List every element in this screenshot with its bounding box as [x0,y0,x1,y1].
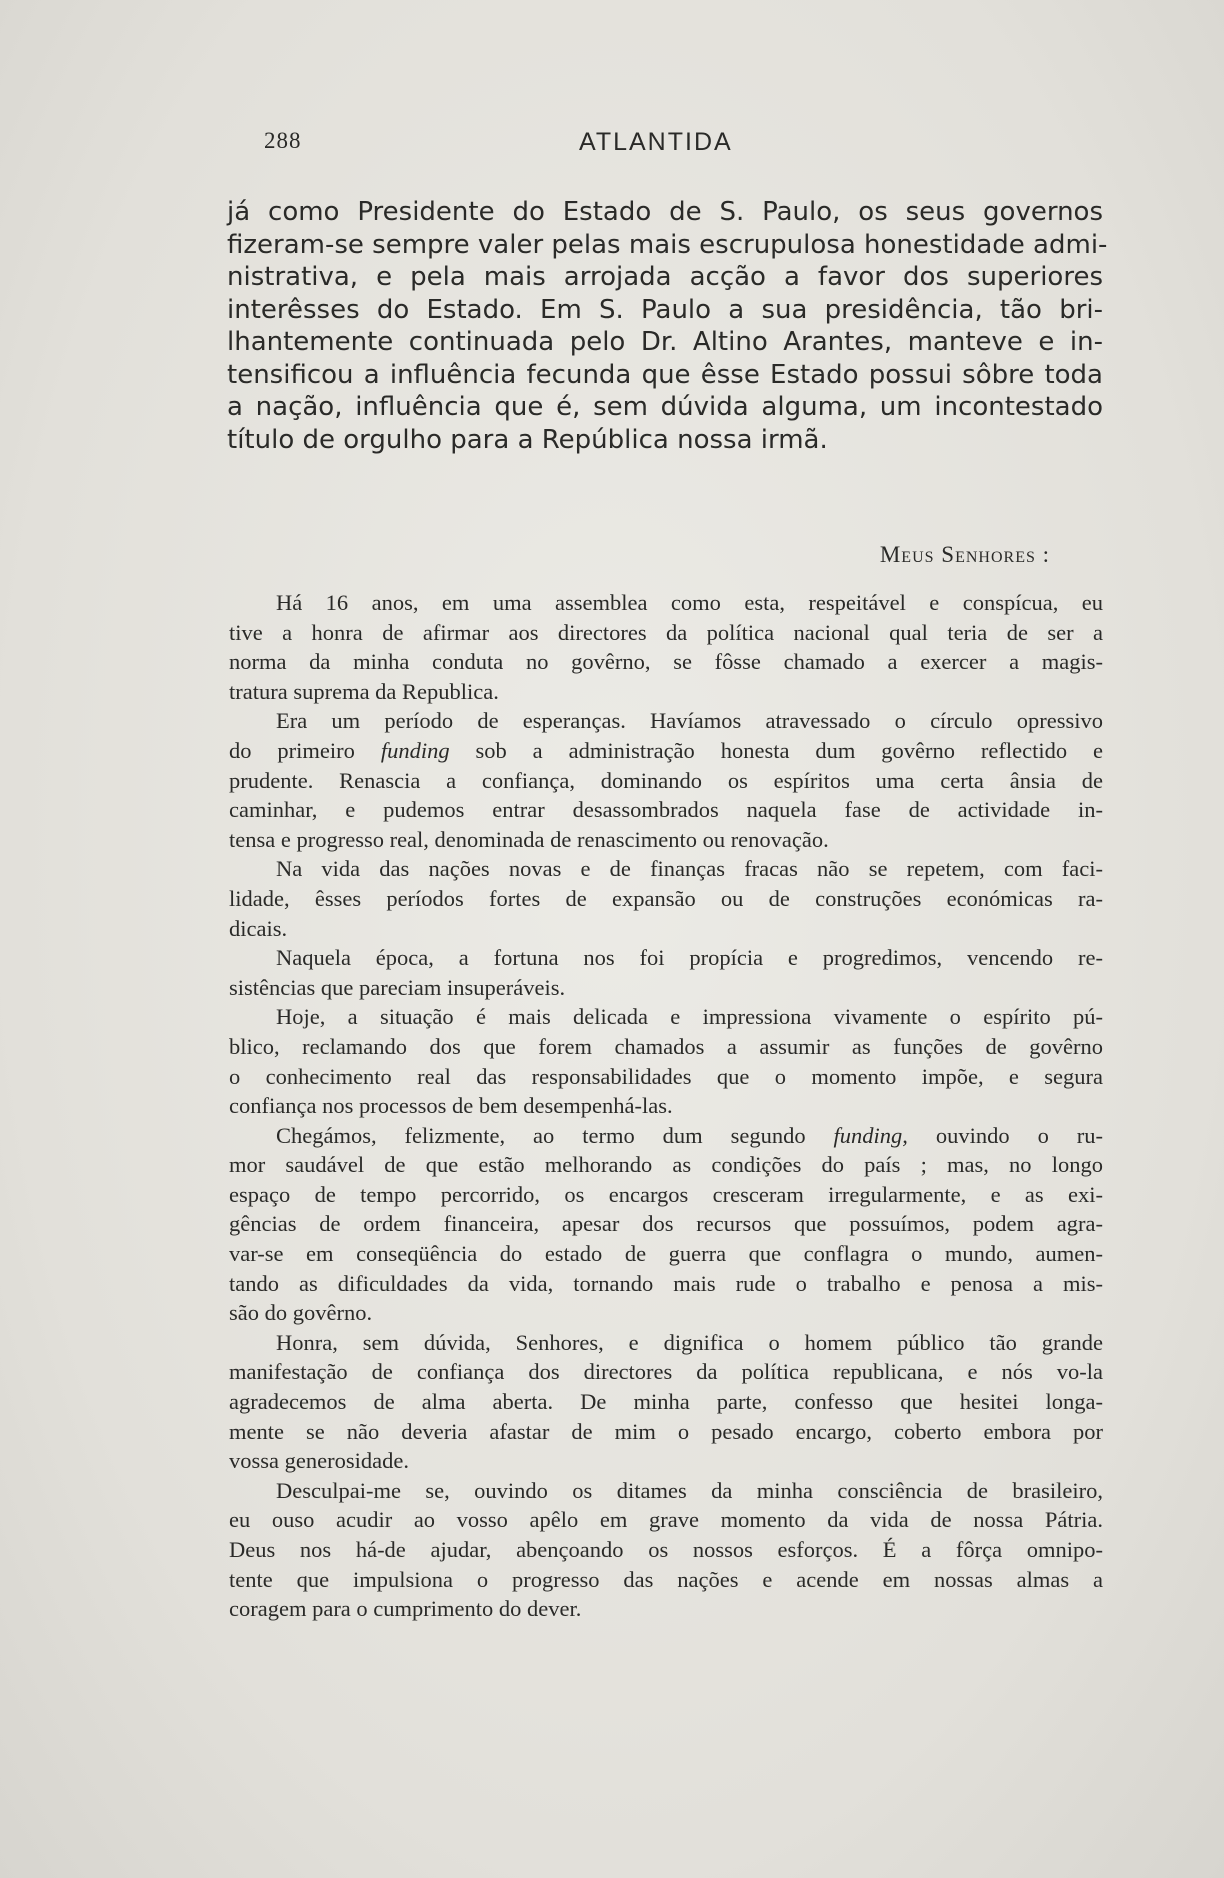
text-line [229,736,1103,766]
text-line: Honra, sem dúvida, Senhores, e dignifica o homem público tão grande [276,1329,1103,1355]
text-line: o conhecimento real das responsabilidades que o momento impõe, e segura [229,1063,1103,1089]
text-line: são do govêrno. [229,1300,373,1326]
text-segment: sob a administração honesta dum govêrno reflectido e [475,737,1104,763]
text-line: Era um período de esperanças. Havíamos atravessado o círculo opressivo [276,708,1103,734]
text-line: a nação, influência que é, sem dúvida alguma, um incontestado [227,392,1103,422]
salutation: Meus Senhores : [879,542,1050,567]
text-line: lidade, êsses períodos fortes de expansão ou de construções económicas ra- [229,885,1103,911]
text-line: Na vida das nações novas e de finanças fracas não se repetem, com faci- [276,856,1103,882]
text-line: espaço de tempo percorrido, os encargos cresceram irregularmente, e as exi- [229,1181,1103,1207]
italic-term: funding [380,737,450,763]
running-title: ATLANTIDA [579,128,733,156]
text-line: var-se em conseqüência do estado de guerra que conflagra o mundo, aumen- [229,1241,1103,1267]
text-line: Há 16 anos, em uma assemblea como esta, respeitável e conspícua, eu [276,590,1103,615]
text-line: prudente. Renascia a confiança, dominando os espíritos uma certa ânsia de [229,767,1103,793]
text-line: agradecemos de alma aberta. De minha parte, confesso que hesitei longa- [229,1389,1103,1415]
text-line: vossa generosidade. [229,1448,409,1474]
text-line: eu ouso acudir ao vosso apêlo em grave momento da vida de nossa Pátria. [229,1507,1103,1533]
text-line: tensa e progresso real, denominada de renascimento ou renovação. [229,826,829,852]
text-line: tensificou a influência fecunda que êsse Estado possui sôbre toda [227,359,1103,390]
text-segment: ouvindo o ru- [935,1122,1104,1148]
text-line: gências de ordem financeira, apesar dos recursos que possuímos, podem agra- [229,1211,1103,1237]
italic-term: funding, [833,1122,908,1148]
text-line: tando as dificuldades da vida, tornando mais rude o trabalho e penosa a mis- [229,1270,1103,1296]
text-line: blico, reclamando dos que forem chamados a assumir as funções de govêrno [229,1033,1103,1059]
speech-body [229,588,1103,1624]
text-line: coragem para o cumprimento do dever. [229,1596,582,1622]
text-line: dicais. [229,915,288,941]
text-line [229,1121,1103,1151]
text-line: Hoje, a situação é mais delicada e impressiona vivamente o espírito pú- [276,1004,1103,1030]
page-header [264,128,1094,158]
text-segment: Chegámos, felizmente, ao termo dum segundo [276,1122,806,1148]
text-segment: do primeiro [229,737,355,763]
text-line: norma da minha conduta no govêrno, se fôsse chamado a exercer a magis- [229,649,1103,675]
text-line: manifestação de confiança dos directores da política republicana, e nós vo-la [229,1359,1103,1385]
text-line: mor saudável de que estão melhorando as condições do país ; mas, no longo [229,1152,1103,1178]
text-line: fizeram-se sempre valer pelas mais escrupulosa honestidade admi- [227,229,1108,260]
text-line: caminhar, e pudemos entrar desassombrados naquela fase de actividade in- [229,797,1103,823]
text-line: tente que impulsiona o progresso das nações e acende em nossas almas a [229,1566,1103,1592]
text-line: nistrativa, e pela mais arrojada acção a favor dos superiores [227,262,1103,292]
text-line: lhantemente continuada pelo Dr. Altino Arantes, manteve e in- [227,327,1103,357]
text-line: sistências que pareciam insuperáveis. [229,974,566,1000]
text-line: Naquela época, a fortuna nos foi propícia e progredimos, vencendo re- [276,945,1103,971]
text-line: Desculpai-me se, ouvindo os ditames da minha consciência de brasileiro, [276,1477,1103,1503]
text-line: tratura suprema da Republica. [229,678,499,704]
text-line: interêsses do Estado. Em S. Paulo a sua presidência, tão bri- [227,294,1103,325]
text-line: já como Presidente do Estado de S. Paulo, os seus governos [227,197,1103,227]
intro-paragraph [227,196,1108,456]
text-line: Deus nos há-de ajudar, abençoando os nossos esforços. É a fôrça omnipo- [229,1537,1103,1562]
text-line: tive a honra de afirmar aos directores da política nacional qual teria de ser a [229,619,1103,645]
text-line: mente se não deveria afastar de mim o pesado encargo, coberto embora por [229,1418,1103,1444]
text-line: título de orgulho para a República nossa irmã. [227,424,828,455]
text-line: confiança nos processos de bem desempenhá-las. [229,1093,673,1119]
page-number: 288 [264,128,302,153]
